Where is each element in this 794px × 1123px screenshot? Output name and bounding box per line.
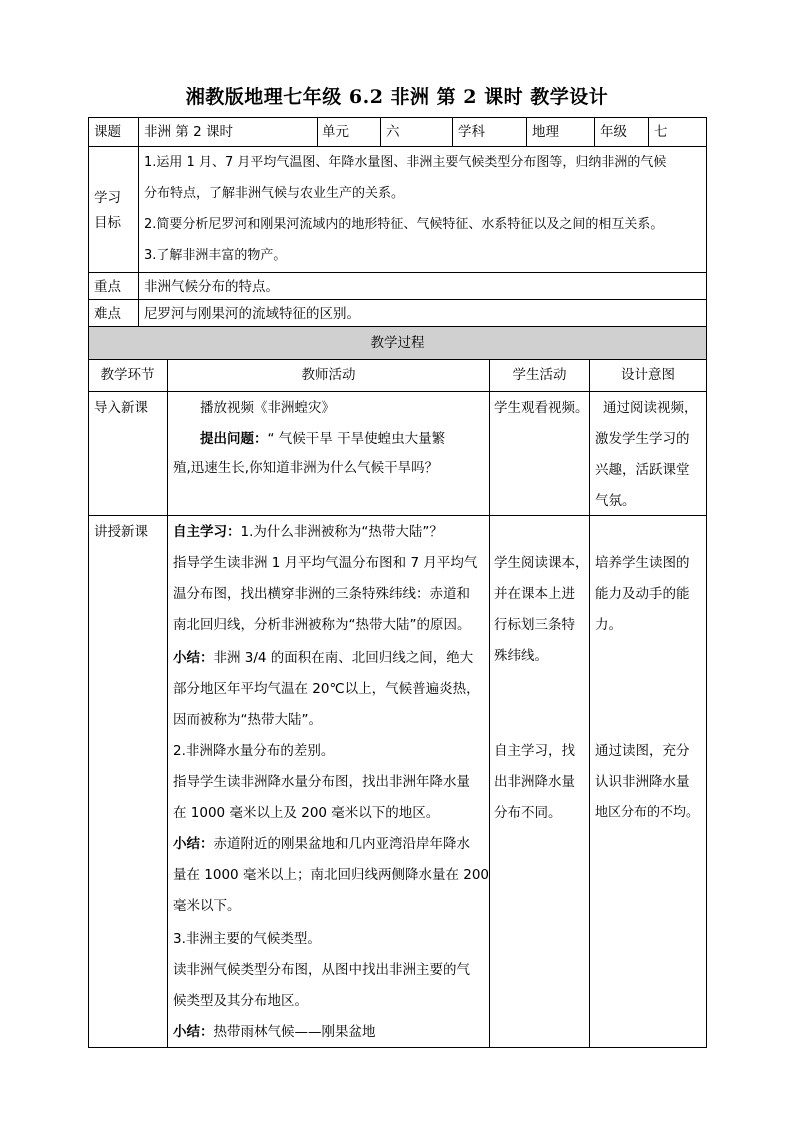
table-border	[589, 359, 590, 1048]
process-title: 教学过程	[370, 335, 425, 351]
table-border	[526, 117, 527, 147]
key-point-value: 非洲气候分布的特点。	[144, 279, 279, 295]
lecture-intent: 地区分布的不均。	[595, 805, 700, 820]
table-border	[88, 299, 707, 300]
lecture-student: 殊纬线。	[494, 648, 548, 664]
lecture-text: 因而被称为“热带大陆”。	[173, 712, 322, 728]
lecture-summary	[173, 1022, 376, 1042]
lecture-student: 并在课本上进	[494, 586, 575, 602]
lecture-intent: 认识非洲降水量	[595, 774, 690, 790]
objective-item: 3.了解非洲丰富的物产。	[144, 248, 287, 263]
table-border	[380, 117, 381, 147]
lecture-text: 指导学生读非洲 1 月平均气温分布图和 7 月平均气	[173, 555, 478, 571]
lecture-text: 温分布图，找出横穿非洲的三条特殊纬线：赤道和	[173, 586, 470, 602]
table-border	[88, 391, 707, 392]
lecture-intent: 力。	[595, 617, 622, 633]
table-border	[88, 272, 707, 273]
objectives-label: 目标	[94, 215, 121, 231]
self-study-label: 自主学习：	[173, 524, 241, 540]
lecture-q2: 2.非洲降水量分布的差别。	[173, 743, 335, 759]
objective-item: 2.简要分析尼罗河和刚果河流域内的地形特征、气候特征、水系特征以及之间的相互关系。	[144, 217, 664, 232]
summary-text: 热带雨林气候——刚果盆地	[213, 1024, 376, 1040]
table-border	[88, 146, 707, 147]
table-border	[317, 117, 318, 147]
lecture-student: 出非洲降水量	[494, 774, 575, 790]
table-border	[138, 117, 139, 326]
lecture-text: 指导学生读非洲降水量分布图，找出非洲年降水量	[173, 774, 470, 790]
subject-label: 学科	[458, 124, 485, 140]
intro-intent: 兴趣，活跃课堂	[595, 462, 690, 478]
table-border	[648, 117, 649, 147]
intro-intent: 激发学生学习的	[595, 431, 690, 447]
table-border	[452, 117, 453, 147]
subject-value: 地理	[532, 124, 559, 140]
summary-text: 赤道附近的刚果盆地和几内亚湾沿岸年降水	[213, 836, 470, 852]
grade-value: 七	[654, 124, 668, 140]
lecture-intent: 能力及动手的能	[595, 586, 690, 602]
lecture-text: 量在 1000 毫米以上；南北回归线两侧降水量在 200	[173, 867, 489, 883]
question-text: 1.为什么非洲被称为“热带大陆”？	[240, 524, 443, 540]
key-point-label: 重点	[94, 279, 121, 295]
grade-label: 年级	[600, 124, 627, 140]
lecture-student: 自主学习，找	[494, 743, 575, 759]
intro-question	[200, 429, 445, 449]
lecture-q1	[173, 522, 443, 542]
table-border	[489, 359, 490, 1048]
intro-stage: 导入新课	[94, 400, 148, 416]
table-border	[88, 326, 707, 327]
unit-label: 单元	[322, 124, 349, 140]
intro-teacher-line: 播放视频《非洲蝗灾》	[200, 400, 335, 416]
page-title: 湘教版地理七年级 6.2 非洲 第 2 课时 教学设计	[185, 86, 609, 108]
lecture-student: 分布不同。	[494, 805, 562, 821]
col-intent: 设计意图	[621, 367, 675, 383]
summary-label: 小结：	[173, 836, 214, 852]
lecture-text: 在 1000 毫米以上及 200 毫米以下的地区。	[173, 805, 440, 821]
lecture-text: 候类型及其分布地区。	[173, 993, 308, 1009]
table-border	[594, 117, 595, 147]
lecture-student: 行标划三条特	[494, 617, 575, 633]
lecture-intent: 培养学生读图的	[595, 555, 690, 571]
col-teacher: 教师活动	[301, 367, 356, 383]
table-border	[167, 359, 168, 1048]
lecture-stage: 讲授新课	[94, 524, 148, 540]
lecture-text: 读非洲气候类型分布图，从图中找出非洲主要的气	[173, 962, 470, 978]
table-border	[88, 359, 707, 360]
summary-text: 非洲 3/4 的面积在南、北回归线之间，绝大	[213, 650, 474, 666]
intro-question-cont: 殖,迅速生长,你知道非洲为什么气候干旱吗？	[173, 460, 439, 476]
lecture-summary	[173, 834, 470, 854]
table-border	[88, 515, 707, 516]
lecture-text: 南北回归线，分析非洲被称为“热带大陆”的原因。	[173, 617, 471, 633]
table-border	[88, 117, 707, 118]
intro-intent: 通过阅读视频，	[603, 400, 698, 416]
question-text: “ 气候干旱 干旱使蝗虫大量繁	[267, 431, 446, 447]
intro-student: 学生观看视频。	[494, 400, 589, 416]
col-stage: 教学环节	[100, 367, 155, 383]
lecture-student: 学生阅读课本，	[494, 555, 589, 571]
objectives-label: 学习	[94, 190, 121, 206]
question-label: 提出问题：	[200, 431, 268, 447]
topic-value: 非洲 第 2 课时	[144, 124, 233, 140]
summary-label: 小结：	[173, 1024, 214, 1040]
difficulty-label: 难点	[94, 306, 121, 322]
table-border	[88, 117, 89, 1048]
summary-label: 小结：	[173, 650, 214, 666]
topic-label: 课题	[94, 124, 121, 140]
table-border	[706, 117, 707, 1048]
unit-value: 六	[386, 124, 400, 140]
objective-item: 分布特点，了解非洲气候与农业生产的关系。	[144, 186, 405, 201]
lecture-summary	[173, 648, 473, 668]
col-student: 学生活动	[512, 367, 567, 383]
intro-intent: 气氛。	[595, 493, 636, 509]
objective-item: 1.运用 1 月、7 月平均气温图、年降水量图、非洲主要气候类型分布图等，归纳非洲的气候	[144, 155, 667, 170]
lecture-intent: 通过读图，充分	[595, 743, 690, 759]
lecture-text: 部分地区年平均气温在 20℃以上，气候普遍炎热，	[173, 681, 480, 697]
table-border	[88, 1047, 707, 1048]
lecture-text: 毫米以下。	[173, 898, 241, 914]
difficulty-value: 尼罗河与刚果河的流域特征的区别。	[144, 306, 360, 322]
lecture-q3: 3.非洲主要的气候类型。	[173, 931, 321, 947]
